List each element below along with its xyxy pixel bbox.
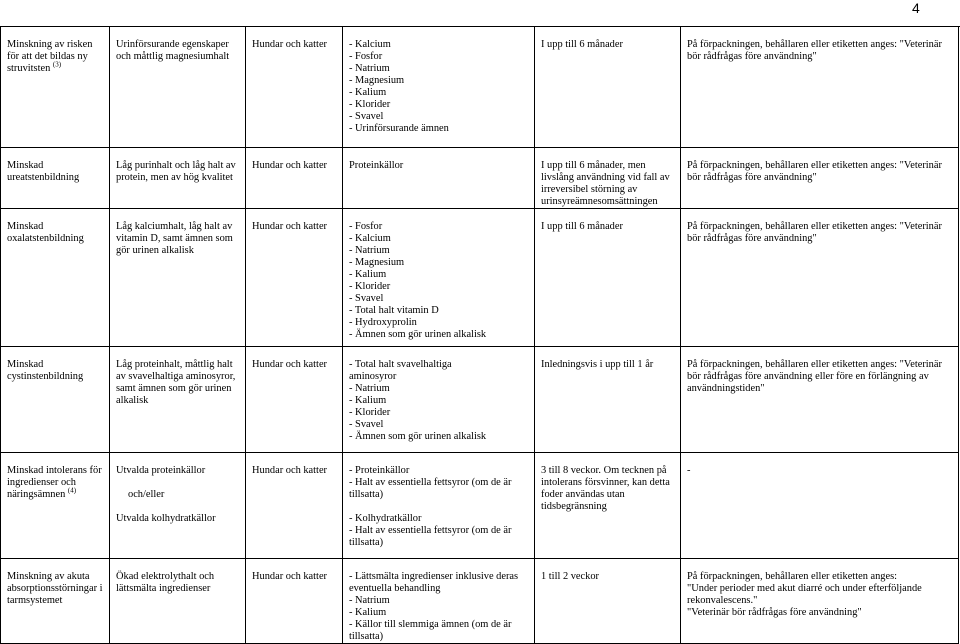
characteristics-text: Låg purinhalt och låg halt av	[116, 159, 236, 171]
species-text: Hundar och katter	[252, 159, 328, 171]
purpose-text: Minskad	[7, 159, 44, 171]
declaration-item: - Kalium	[349, 394, 387, 406]
labelling-text: bör rådfrågas före användning"	[687, 232, 817, 244]
table-row	[1, 27, 959, 147]
species-text: Hundar och katter	[252, 39, 328, 50]
declaration-item: - Kalcium	[349, 39, 391, 50]
declaration-item: - Kolhydratkällor	[349, 512, 422, 524]
duration-text: irreversibel störning av	[541, 183, 638, 195]
declaration-item: - Natrium	[349, 594, 390, 606]
labelling-text: -	[687, 464, 691, 476]
purpose-cell	[1, 27, 110, 147]
declarations-cell	[343, 147, 535, 208]
characteristics-text: och/eller	[128, 488, 165, 500]
declarations-cell	[343, 346, 535, 452]
table-row	[1, 346, 959, 452]
characteristics-text: gör urinen alkalisk	[116, 244, 194, 256]
species-cell	[246, 558, 343, 643]
purpose-text: absorptionsstörningar i	[7, 582, 103, 594]
characteristics-text: Utvalda kolhydratkällor	[116, 512, 216, 524]
labelling-cell	[681, 27, 959, 147]
characteristics-text: Ökad elektrolythalt och	[116, 570, 215, 582]
characteristics-cell	[110, 346, 246, 452]
declaration-item: Proteinkällor	[349, 159, 404, 171]
purpose-text: ingredienser och	[7, 476, 76, 488]
labelling-text: bör rådfrågas före användning eller före en förlängning av	[687, 370, 929, 382]
duration-text: I upp till 6 månader	[541, 39, 623, 50]
declaration-item: - Total halt svavelhaltiga	[349, 358, 452, 370]
duration-text: foder användas utan	[541, 488, 625, 500]
labelling-text: bör rådfrågas före användning"	[687, 51, 817, 62]
declaration-item: - Klorider	[349, 280, 391, 292]
labelling-text: "Veterinär bör rådfrågas före användning"	[687, 606, 862, 618]
labelling-text: På förpackningen, behållaren eller etiketten anges: "Veterinär	[687, 220, 942, 232]
purpose-cell	[1, 558, 110, 643]
table-row	[1, 147, 959, 208]
characteristics-text: Urinförsurande egenskaper	[116, 39, 229, 50]
species-cell	[246, 452, 343, 558]
purpose-cell	[1, 208, 110, 346]
table-row	[1, 208, 959, 346]
characteristics-cell	[110, 558, 246, 643]
declaration-item: - Magnesium	[349, 75, 405, 86]
purpose-text: struvitsten $^{(3)}$	[7, 60, 62, 74]
labelling-text: På förpackningen, behållaren eller etiketten anges: "Veterinär	[687, 159, 942, 171]
duration-cell	[535, 346, 681, 452]
declaration-item: - Halt av essentiella fettsyror (om de är	[349, 476, 512, 488]
footnote-ref: (3)	[52, 60, 62, 69]
declaration-item: - Proteinkällor	[349, 464, 410, 476]
duration-text: Inledningsvis i upp till 1 år	[541, 358, 654, 370]
declaration-item: - Ämnen som gör urinen alkalisk	[349, 430, 487, 442]
characteristics-cell	[110, 147, 246, 208]
characteristics-cell	[110, 452, 246, 558]
table-row	[1, 452, 959, 558]
species-text: Hundar och katter	[252, 220, 328, 232]
labelling-text: "Under perioder med akut diarré och under efterföljande	[687, 582, 922, 594]
characteristics-text: protein, men av hög kvalitet	[116, 171, 233, 183]
purpose-cell	[1, 147, 110, 208]
declaration-item: - Hydroxyprolin	[349, 316, 417, 328]
declaration-item: - Halt av essentiella fettsyror (om de är	[349, 524, 512, 536]
declaration-item: tillsatta)	[349, 488, 384, 500]
purpose-text: cystinstenbildning	[7, 370, 84, 382]
declaration-item: - Källor till slemmiga ämnen (om de är	[349, 618, 512, 630]
declaration-item: eventuella behandling	[349, 582, 441, 594]
purpose-text: ureatstenbildning	[7, 171, 80, 183]
labelling-cell	[681, 208, 959, 346]
characteristics-text: samt ämnen som gör urinen	[116, 382, 232, 394]
labelling-cell	[681, 346, 959, 452]
species-cell	[246, 27, 343, 147]
declaration-item: - Total halt vitamin D	[349, 304, 439, 316]
declaration-item: - Kalcium	[349, 232, 391, 244]
duration-text: livslång användning vid fall av	[541, 171, 670, 183]
purpose-text: Minskning av akuta	[7, 570, 90, 582]
labelling-text: användningstiden"	[687, 382, 765, 394]
declaration-item: - Urinförsurande ämnen	[349, 123, 449, 134]
declaration-item: - Kalium	[349, 268, 387, 280]
declarations-cell	[343, 27, 535, 147]
duration-cell	[535, 208, 681, 346]
declaration-item: - Kalium	[349, 606, 387, 618]
purpose-text: för att det bildas ny	[7, 51, 88, 62]
declaration-item: aminosyror	[349, 370, 397, 382]
labelling-cell	[681, 558, 959, 643]
labelling-cell	[681, 147, 959, 208]
page-number: 4	[912, 0, 920, 16]
declaration-item: - Fosfor	[349, 51, 383, 62]
purpose-text: tarmsystemet	[7, 594, 63, 606]
declaration-item: - Fosfor	[349, 220, 383, 232]
duration-cell	[535, 452, 681, 558]
table-row	[1, 558, 959, 643]
declaration-item: - Natrium	[349, 63, 390, 74]
purpose-text: Minskad	[7, 220, 44, 232]
declaration-item: - Kalium	[349, 87, 387, 98]
declaration-item: - Svavel	[349, 418, 384, 430]
duration-text: 1 till 2 veckor	[541, 570, 600, 582]
declaration-item: tillsatta)	[349, 536, 384, 548]
duration-cell	[535, 558, 681, 643]
labelling-cell	[681, 452, 959, 558]
characteristics-text: lättsmälta ingredienser	[116, 582, 211, 594]
declaration-item: - Magnesium	[349, 256, 405, 268]
declarations-cell	[343, 208, 535, 346]
duration-text: I upp till 6 månader, men	[541, 159, 646, 171]
purpose-cell	[1, 346, 110, 452]
species-text: Hundar och katter	[252, 570, 328, 582]
purpose-text: oxalatstenbildning	[7, 232, 84, 244]
declaration-item: - Lättsmälta ingredienser inklusive deras	[349, 570, 519, 582]
purpose-text: Minskning av risken	[7, 39, 93, 50]
characteristics-text: av svavelhaltiga aminosyror,	[116, 370, 236, 382]
characteristics-text: Låg kalciumhalt, låg halt av	[116, 220, 233, 232]
characteristics-text: och måttlig magnesiumhalt	[116, 51, 230, 62]
declarations-cell	[343, 452, 535, 558]
species-text: Hundar och katter	[252, 464, 328, 476]
declaration-item: - Ämnen som gör urinen alkalisk	[349, 328, 487, 340]
duration-text: tidsbegränsning	[541, 500, 607, 512]
labelling-text: På förpackningen, behållaren eller etiketten anges:	[687, 570, 898, 582]
declaration-item: - Klorider	[349, 406, 391, 418]
declaration-item: - Natrium	[349, 244, 390, 256]
characteristics-text: Låg proteinhalt, måttlig halt	[116, 358, 233, 370]
species-cell	[246, 208, 343, 346]
declaration-item: - Svavel	[349, 292, 384, 304]
characteristics-text: Utvalda proteinkällor	[116, 464, 206, 476]
purpose-cell	[1, 452, 110, 558]
footnote-ref: (4)	[67, 486, 77, 495]
duration-text: I upp till 6 månader	[541, 220, 623, 232]
labelling-text: bör rådfrågas före användning"	[687, 171, 817, 183]
declarations-cell	[343, 558, 535, 643]
duration-cell	[535, 147, 681, 208]
characteristics-cell	[110, 27, 246, 147]
requirements-table	[0, 27, 959, 644]
species-text: Hundar och katter	[252, 358, 328, 370]
characteristics-text: vitamin D, samt ämnen som	[116, 232, 233, 244]
duration-text: urinsyreämnesomsättningen	[541, 195, 658, 207]
species-cell	[246, 346, 343, 452]
table-body	[1, 27, 959, 643]
species-cell	[246, 147, 343, 208]
declaration-item: - Natrium	[349, 382, 390, 394]
labelling-text: På förpackningen, behållaren eller etiketten anges: "Veterinär	[687, 358, 942, 370]
characteristics-cell	[110, 208, 246, 346]
duration-cell	[535, 27, 681, 147]
purpose-text: näringsämnen $^{(4)}$	[7, 486, 77, 500]
declaration-item: tillsatta)	[349, 630, 384, 642]
purpose-text: Minskad intolerans för	[7, 464, 102, 476]
declaration-item: - Svavel	[349, 111, 384, 122]
purpose-text: Minskad	[7, 358, 44, 370]
characteristics-text: alkalisk	[116, 394, 149, 406]
labelling-text: rekonvalescens."	[687, 594, 758, 606]
labelling-text: På förpackningen, behållaren eller etiketten anges: "Veterinär	[687, 39, 942, 50]
duration-text: 3 till 8 veckor. Om tecknen på	[541, 464, 667, 476]
duration-text: intolerans försvinner, kan detta	[541, 476, 670, 488]
declaration-item: - Klorider	[349, 99, 391, 110]
